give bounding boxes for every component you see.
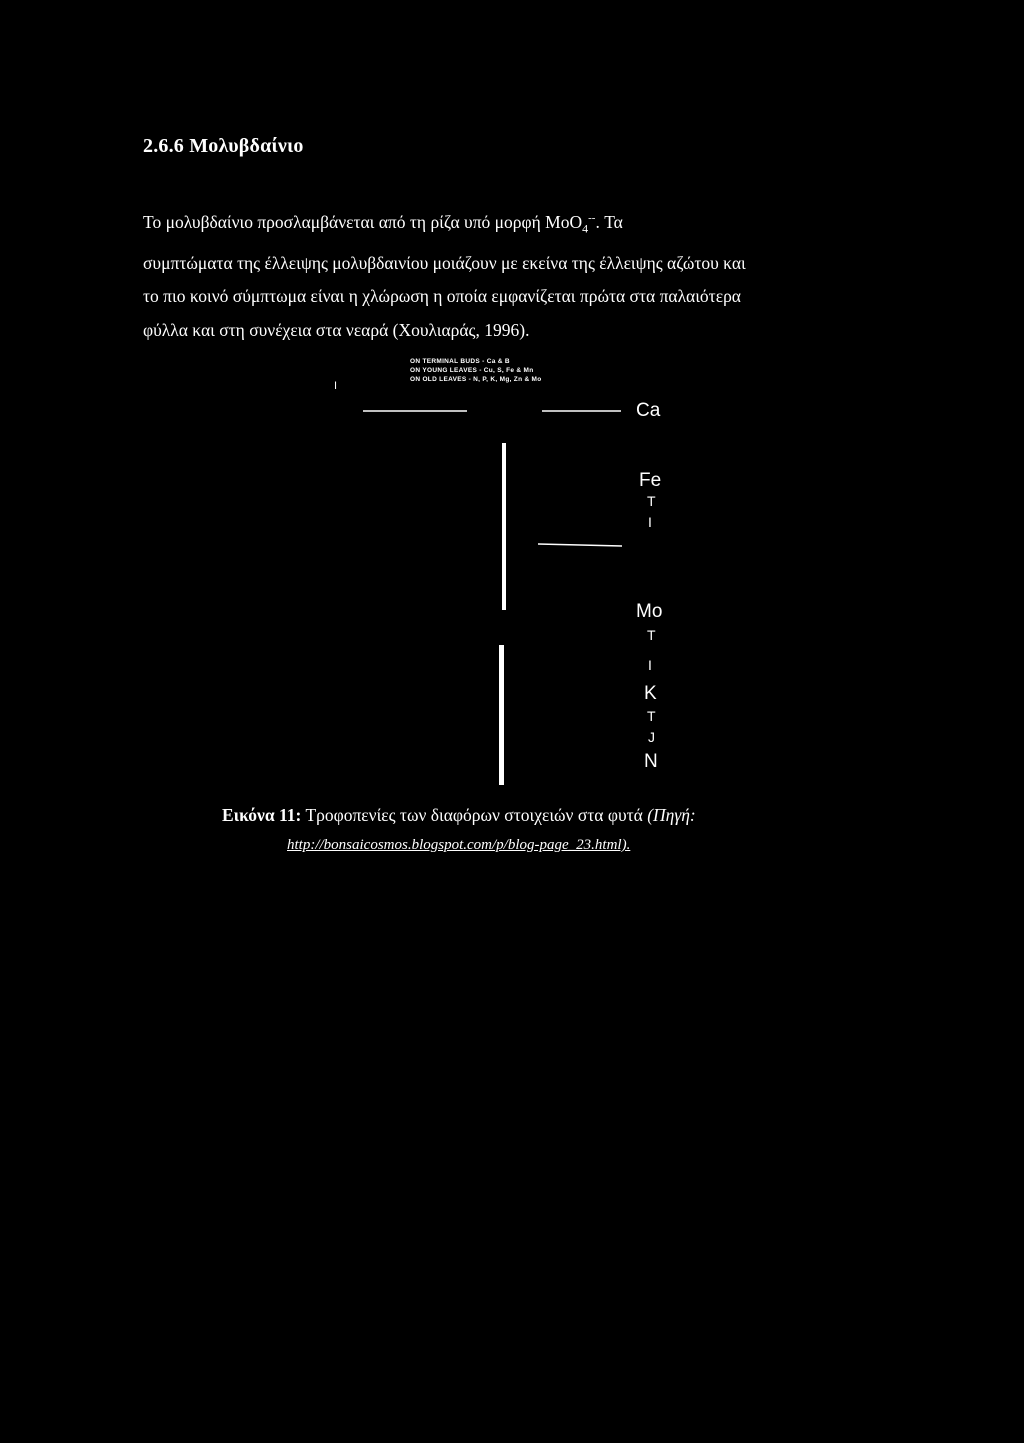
caption-source-link[interactable]: http://bonsaicosmos.blogspot.com/p/blog-page_23.html). bbox=[287, 837, 631, 853]
left-tick-mark: I bbox=[334, 380, 338, 392]
stem-lower bbox=[499, 645, 504, 785]
element-ca-label: Ca bbox=[636, 400, 661, 421]
element-n-label: N bbox=[644, 751, 658, 772]
k-t-mark: T bbox=[647, 708, 656, 724]
paragraph-line-3: το πιο κοινό σύμπτωμα είναι η χλώρωση η οποία εμφανίζεται πρώτα στα παλαιότερα bbox=[143, 286, 741, 306]
molybdate-subscript: 4 bbox=[582, 221, 589, 236]
fe-branch-line bbox=[538, 544, 622, 546]
mo-t-mark: T bbox=[647, 627, 656, 643]
element-k-label: K bbox=[644, 683, 657, 704]
stem-upper bbox=[502, 443, 506, 610]
legend-old-leaves: ON OLD LEAVES - N, P, K, Mg, Zn & Mo bbox=[410, 376, 542, 383]
molybdate-superscript: -- bbox=[588, 212, 596, 225]
mo-i-mark: I bbox=[648, 657, 652, 673]
section-heading: 2.6.6 Μολυβδαίνιο bbox=[143, 135, 304, 157]
deficiency-legend bbox=[410, 357, 542, 384]
figure-caption bbox=[222, 805, 696, 826]
paragraph-line-1 bbox=[143, 212, 850, 237]
paragraph-line-1-text: Το μολυβδαίνιο προσλαμβάνεται από τη ρίζα υπό μορφή MoO bbox=[143, 212, 583, 232]
legend-young-leaves: ON YOUNG LEAVES - Cu, S, Fe & Mn bbox=[410, 367, 534, 374]
legend-terminal-buds: ON TERMINAL BUDS - Ca & B bbox=[410, 358, 510, 365]
element-mo-label: Mo bbox=[636, 601, 663, 622]
element-fe-label: Fe bbox=[639, 470, 662, 491]
k-j-mark: J bbox=[648, 729, 655, 745]
caption-label: Εικόνα 11: bbox=[222, 805, 302, 825]
fe-i-mark: I bbox=[648, 514, 652, 530]
paragraph-line-1-end: . Τα bbox=[595, 212, 623, 232]
caption-source-prefix: (Πηγή: bbox=[647, 805, 696, 825]
paragraph-line-2: συμπτώματα της έλλειψης μολυβδαινίου μοιάζουν με εκείνα της έλλειψης αζώτου και bbox=[143, 253, 746, 273]
paragraph-line-4: φύλλα και στη συνέχεια στα νεαρά (Χουλιαράς, 1996). bbox=[143, 320, 530, 340]
fe-t-mark: T bbox=[647, 493, 656, 509]
caption-text: Τροφοπενίες των διαφόρων στοιχειών στα φυτά bbox=[301, 805, 648, 825]
